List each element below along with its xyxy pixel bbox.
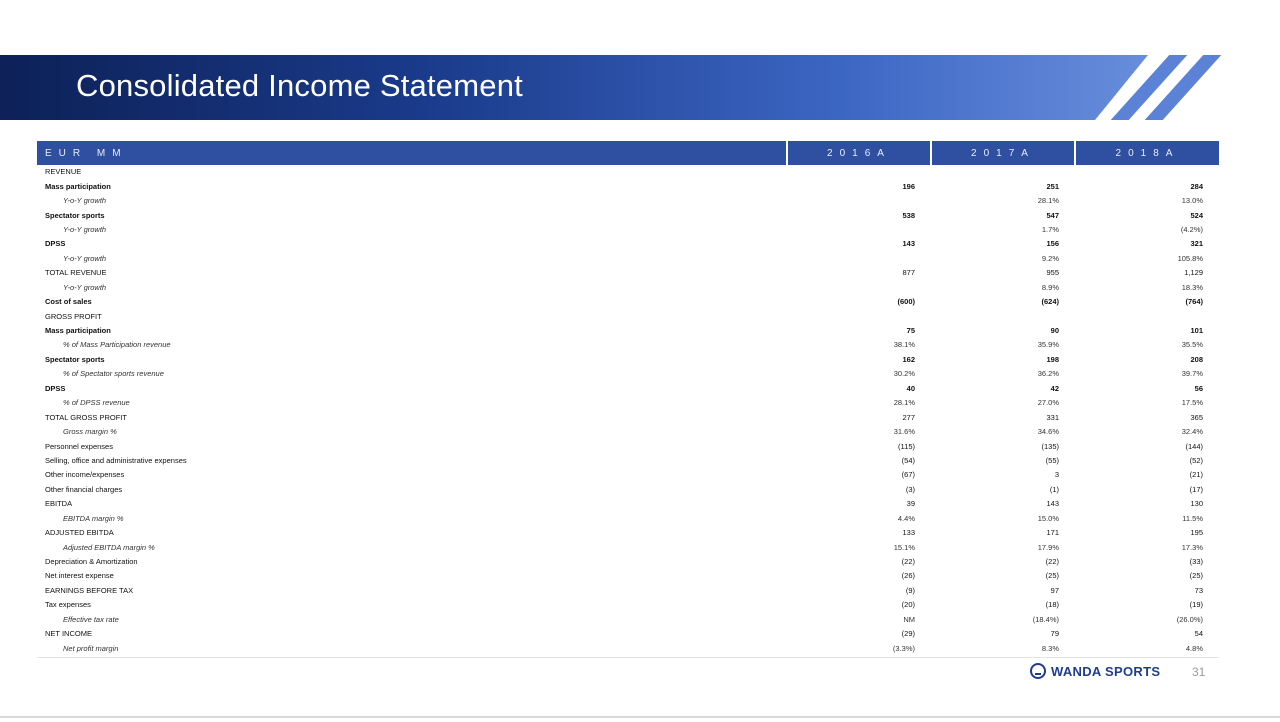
row-value: (18.4%) (1032, 614, 1059, 624)
row-value: 34.6% (1037, 427, 1059, 437)
row-label: Y-o-Y growth (63, 253, 107, 263)
row-value: 38.1% (893, 340, 915, 350)
row-value: 251 (1046, 181, 1059, 191)
slide-bottom-border (0, 716, 1280, 718)
row-value: 90 (1050, 326, 1059, 336)
row-label: Spectator sports (45, 210, 105, 220)
row-value: 17.3% (1181, 542, 1203, 552)
row-value: 28.1% (1037, 196, 1059, 206)
row-value: (144) (1185, 441, 1203, 451)
row-value: 538 (902, 210, 915, 220)
section-row (37, 410, 1219, 424)
section-row (37, 497, 1219, 511)
row-label: Other income/expenses (45, 470, 125, 480)
row-value: 54 (1194, 629, 1203, 639)
row-value: 39.7% (1181, 369, 1203, 379)
row-value: (52) (1189, 455, 1203, 465)
row-label: GROSS PROFIT (45, 311, 102, 321)
row-value: 198 (1046, 354, 1059, 364)
header-year: 2016A (787, 141, 931, 165)
row-value: (22) (901, 557, 915, 567)
row-value (787, 194, 931, 208)
table-row (37, 353, 1219, 367)
row-value: 35.5% (1181, 340, 1203, 350)
row-value: 32.4% (1181, 427, 1203, 437)
logo-text: WANDA SPORTS (1051, 663, 1161, 679)
row-value: 365 (1190, 412, 1203, 422)
row-value: 4.8% (1185, 643, 1203, 653)
table-row (37, 338, 1219, 352)
section-row (37, 309, 1219, 323)
row-label: Net profit margin (63, 643, 119, 653)
row-value: 75 (906, 326, 915, 336)
row-value: 39 (906, 499, 915, 509)
row-value: (21) (1189, 470, 1203, 480)
row-label: Tax expenses (45, 600, 91, 610)
income-statement-table (37, 141, 1219, 656)
row-value: (25) (1045, 571, 1059, 581)
row-value: (135) (1041, 441, 1059, 451)
table-row (37, 569, 1219, 583)
row-value: 4.4% (897, 513, 915, 523)
row-value: (20) (901, 600, 915, 610)
row-label: EBITDA (45, 499, 73, 509)
section-row (37, 526, 1219, 540)
row-value: 17.9% (1037, 542, 1059, 552)
row-value: 130 (1190, 499, 1203, 509)
row-value: (600) (897, 297, 915, 307)
row-value: (55) (1045, 455, 1059, 465)
table-header-row (37, 141, 1219, 165)
row-value: (115) (898, 441, 915, 451)
section-row (37, 627, 1219, 641)
row-value: (19) (1189, 600, 1203, 610)
table-row (37, 483, 1219, 497)
row-label: EARNINGS BEFORE TAX (45, 585, 134, 595)
row-value: 8.3% (1041, 643, 1059, 653)
footer-divider (37, 657, 1219, 658)
row-value: (22) (1045, 557, 1059, 567)
table-row (37, 613, 1219, 627)
row-value: 56 (1194, 383, 1203, 393)
table-row (37, 223, 1219, 237)
table-row (37, 555, 1219, 569)
row-value: 547 (1046, 210, 1059, 220)
row-value: 11.5% (1182, 513, 1203, 523)
row-value: (26) (901, 571, 915, 581)
row-label: Gross margin % (63, 427, 117, 437)
row-value: 40 (906, 383, 915, 393)
row-label: REVENUE (45, 167, 82, 177)
table-row (37, 237, 1219, 251)
row-label: EBITDA margin % (63, 513, 124, 523)
table-row (37, 425, 1219, 439)
row-value (787, 165, 931, 179)
row-value: 13.0% (1181, 196, 1203, 206)
row-value: (4.2%) (1180, 224, 1203, 234)
page-number: 31 (1192, 665, 1206, 679)
row-value: 156 (1046, 239, 1059, 249)
row-value (787, 309, 931, 323)
header-currency: EUR MM (37, 141, 787, 165)
row-value: 9.2% (1041, 253, 1059, 263)
row-label: Mass participation (45, 181, 111, 191)
row-value: 321 (1190, 239, 1203, 249)
table-row (37, 281, 1219, 295)
row-value: (624) (1041, 297, 1059, 307)
row-value: 18.3% (1181, 282, 1203, 292)
row-value: 15.0% (1037, 513, 1059, 523)
income-statement-table-container (37, 141, 1219, 656)
row-value: (33) (1189, 557, 1203, 567)
row-label: Other financial charges (45, 484, 123, 494)
row-value: 524 (1190, 210, 1203, 220)
row-value: 42 (1050, 383, 1059, 393)
table-row (37, 382, 1219, 396)
row-value: 196 (902, 181, 915, 191)
header-year: 2017A (931, 141, 1075, 165)
row-value: 955 (1046, 268, 1059, 278)
row-value: 3 (1054, 470, 1059, 480)
table-row (37, 367, 1219, 381)
row-label: % of DPSS revenue (63, 398, 130, 408)
row-value: 162 (902, 354, 915, 364)
row-value: 15.1% (893, 542, 915, 552)
row-value: 171 (1046, 528, 1059, 538)
row-value: 143 (1046, 499, 1059, 509)
row-label: % of Spectator sports revenue (63, 369, 164, 379)
table-row (37, 439, 1219, 453)
row-value (931, 165, 1075, 179)
section-row (37, 266, 1219, 280)
table-row (37, 324, 1219, 338)
row-value: 133 (902, 528, 915, 538)
row-value: 208 (1190, 354, 1203, 364)
row-label: Effective tax rate (63, 614, 119, 624)
table-row (37, 194, 1219, 208)
section-row (37, 584, 1219, 598)
row-label: Cost of sales (45, 297, 92, 307)
row-label: Adjusted EBITDA margin % (63, 542, 155, 552)
company-logo (1030, 663, 1160, 679)
row-label: NET INCOME (45, 629, 92, 639)
row-value (1075, 165, 1219, 179)
slide-title: Consolidated Income Statement (76, 68, 523, 103)
wanda-logo-icon (1030, 663, 1046, 679)
table-row (37, 179, 1219, 193)
row-value: (26.0%) (1176, 614, 1203, 624)
row-value (931, 309, 1075, 323)
row-value: (3.3%) (892, 643, 915, 653)
row-value: (9) (905, 585, 915, 595)
row-value: 143 (902, 239, 915, 249)
row-value: 30.2% (893, 369, 915, 379)
table-row (37, 468, 1219, 482)
row-value: (1) (1049, 484, 1059, 494)
row-value (787, 223, 931, 237)
table-row (37, 295, 1219, 309)
row-label: Mass participation (45, 326, 111, 336)
row-value: 1,129 (1184, 268, 1203, 278)
row-value: (67) (901, 470, 915, 480)
row-label: ADJUSTED EBITDA (45, 528, 114, 538)
row-value: 27.0% (1037, 398, 1059, 408)
row-value: 8.9% (1041, 282, 1059, 292)
row-value: 35.9% (1037, 340, 1059, 350)
table-row (37, 512, 1219, 526)
table-row (37, 454, 1219, 468)
row-value: 101 (1190, 326, 1203, 336)
row-value: 28.1% (893, 398, 915, 408)
row-value: (17) (1189, 484, 1203, 494)
row-label: % of Mass Participation revenue (63, 340, 171, 350)
header-year: 2018A (1075, 141, 1219, 165)
row-value: 331 (1046, 412, 1059, 422)
row-value: 73 (1194, 585, 1203, 595)
table-row (37, 598, 1219, 612)
row-value: 877 (902, 268, 915, 278)
row-value: NM (903, 614, 915, 624)
row-label: DPSS (45, 239, 66, 249)
table-row (37, 540, 1219, 554)
row-value: 1.7% (1041, 224, 1059, 234)
table-row (37, 252, 1219, 266)
row-value: (54) (901, 455, 915, 465)
row-label: Net interest expense (45, 571, 114, 581)
row-label: Personnel expenses (45, 441, 113, 451)
row-value: 36.2% (1037, 369, 1059, 379)
table-body (37, 165, 1219, 656)
row-value: 31.6% (893, 427, 915, 437)
row-value (787, 252, 931, 266)
row-value: 97 (1050, 585, 1059, 595)
row-label: Y-o-Y growth (63, 196, 107, 206)
row-value: 79 (1050, 629, 1059, 639)
row-label: Depreciation & Amortization (45, 557, 138, 567)
row-value: (18) (1045, 600, 1059, 610)
row-value (1075, 309, 1219, 323)
row-value: (3) (905, 484, 915, 494)
table-row (37, 641, 1219, 655)
row-label: TOTAL REVENUE (45, 268, 107, 278)
table-row (37, 396, 1219, 410)
section-row (37, 165, 1219, 179)
row-label: DPSS (45, 383, 66, 393)
row-value: 277 (902, 412, 915, 422)
row-label: Y-o-Y growth (63, 224, 107, 234)
row-value: (25) (1189, 571, 1203, 581)
row-value: (764) (1185, 297, 1203, 307)
row-label: TOTAL GROSS PROFIT (45, 412, 127, 422)
row-value (787, 281, 931, 295)
row-label: Selling, office and administrative expenses (45, 455, 187, 465)
row-value: 195 (1190, 528, 1203, 538)
table-row (37, 208, 1219, 222)
row-label: Y-o-Y growth (63, 282, 107, 292)
row-value: 105.8% (1177, 253, 1203, 263)
row-value: 284 (1190, 181, 1203, 191)
row-label: Spectator sports (45, 354, 105, 364)
row-value: 17.5% (1181, 398, 1203, 408)
row-value: (29) (901, 629, 915, 639)
